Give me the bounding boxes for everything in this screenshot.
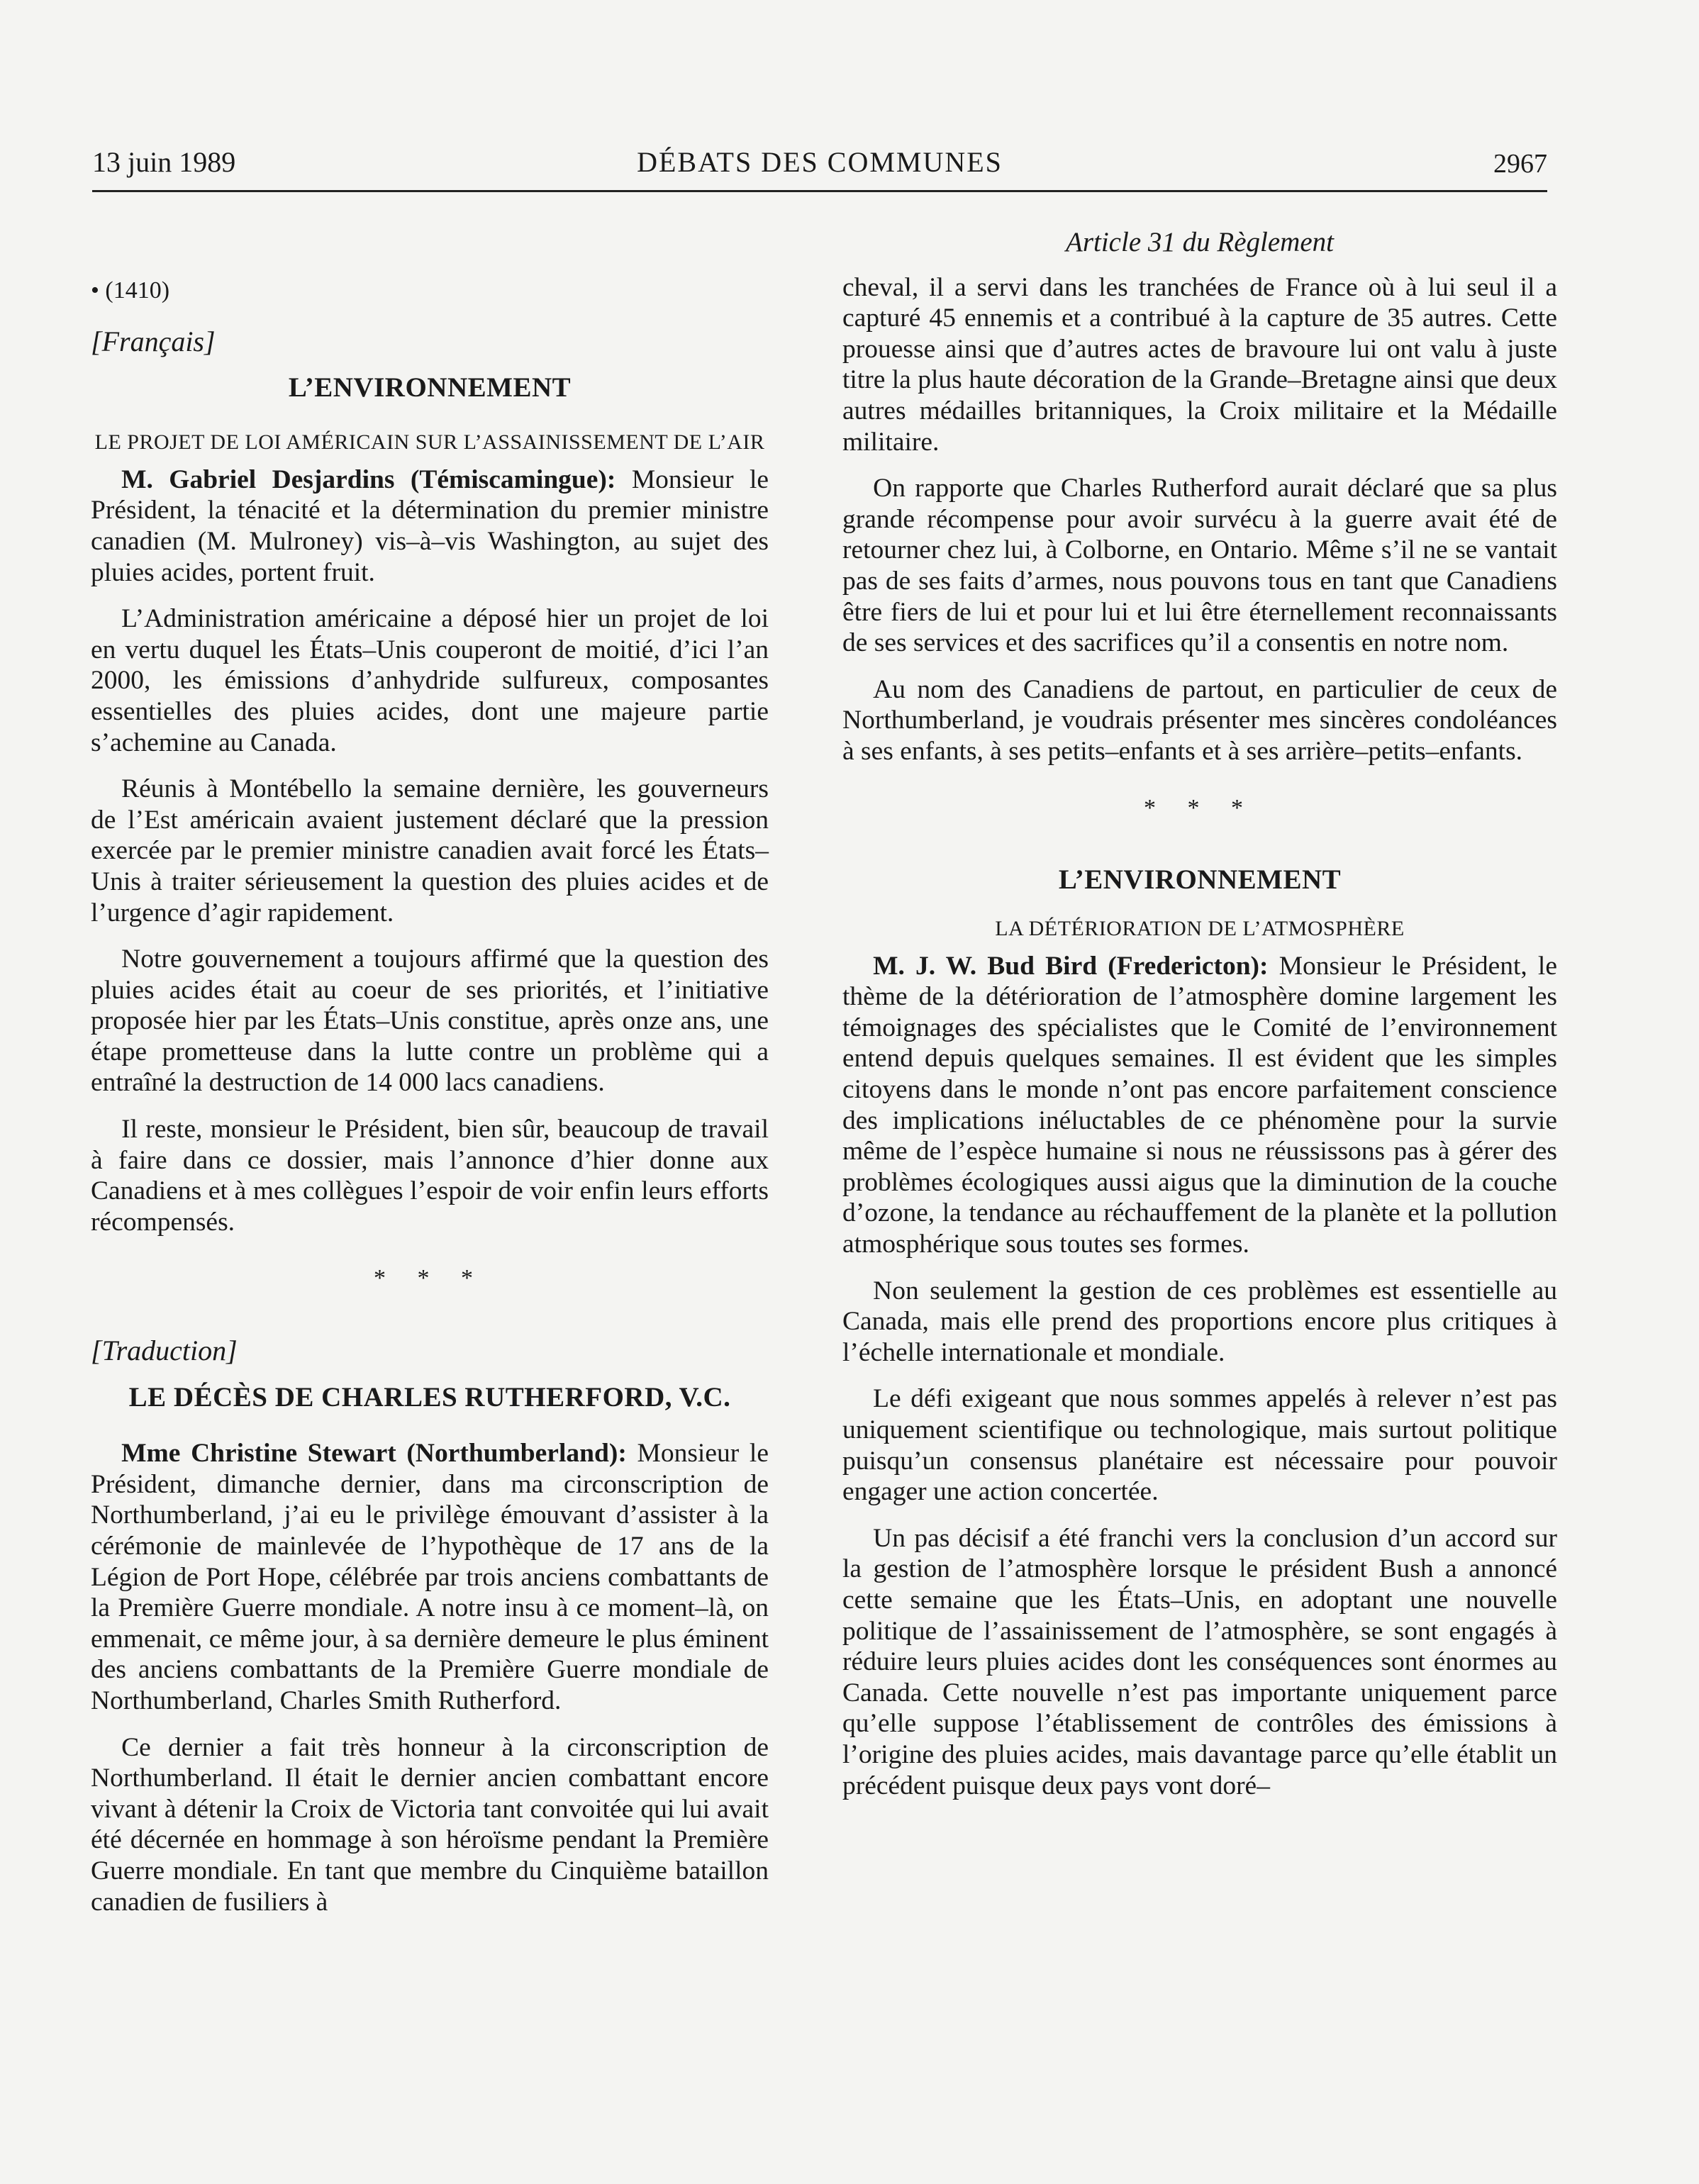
speaker-name: M. Gabriel Desjardins (Témiscamingue): bbox=[121, 464, 616, 494]
language-tag-traduction: [Traduction] bbox=[91, 1335, 238, 1367]
speaker-name: Mme Christine Stewart (Northumberland): bbox=[121, 1439, 627, 1469]
speaker-name: M. J. W. Bud Bird (Fredericton): bbox=[873, 951, 1269, 981]
paragraph: Non seulement la gestion de ces problèmes est essentielle au Canada, mais elle prend des proportions encore plus critiques à l’échelle internationale et mondiale. bbox=[842, 1276, 1557, 1367]
paragraph-text: Monsieur le Président, la ténacité et la détermination du premier ministre canadien (M. Mulroney) vis–à–vis Washington, au sujet des pluies acides, portent fruit. bbox=[91, 464, 769, 587]
header-rule bbox=[92, 190, 1547, 192]
header-title: DÉBATS DES COMMUNES bbox=[637, 146, 1003, 178]
section-title-environnement-2: L’ENVIRONNEMENT bbox=[1058, 864, 1342, 896]
paragraph: Le défi exigeant que nous sommes appelés à relever n’est pas uniquement scientifique ou technologique, mais surtout politique puisqu’un consensus planétaire est nécessaire pour pouvoir engager une action concertée. bbox=[842, 1384, 1557, 1507]
section-subhead-atmosphere: LA DÉTÉRIORATION DE L’ATMOSPHÈRE bbox=[995, 916, 1405, 940]
paragraph: Il reste, monsieur le Président, bien sûr, beaucoup de travail à faire dans ce dossier, mais l’annonce d’hier donne aux Canadiens et à mes collègues l’espoir de voir enfin leurs efforts récompensés. bbox=[91, 1115, 769, 1237]
paragraph: Ce dernier a fait très honneur à la circonscription de Northumberland. Il était le dernier ancien combattant encore vivant à détenir la Croix de Victoria tant convoitée qui lui avait été décernée en hommage à son héroïsme pendant la Première Guerre mondiale. En tant que membre du Cinquième bataillon canadien de fusiliers à bbox=[91, 1732, 769, 1917]
page-header bbox=[92, 145, 1547, 195]
section-subhead-assainissement: LE PROJET DE LOI AMÉRICAIN SUR L’ASSAINISSEMENT DE L’AIR bbox=[94, 430, 765, 454]
paragraph: Notre gouvernement a toujours affirmé que la question des pluies acides était au coeur de ses priorités, et l’initiative proposée hier par les États–Unis constitue, après onze ans, une étape prometteuse dans la lutte contre un problème qui a entraîné la destruction de 14 000 lacs canadiens. bbox=[91, 945, 769, 1098]
page-number: 2967 bbox=[1493, 149, 1547, 179]
section-separator: * * * bbox=[1144, 794, 1256, 821]
paragraph bbox=[91, 464, 769, 588]
time-mark: • (1410) bbox=[91, 277, 170, 303]
paragraph: L’Administration américaine a déposé hier un projet de loi en vertu duquel les États–Unis couperont de moitié, d’ici l’an 2000, les émissions d’anhydride sulfureux, composantes essentielles des pluies acides, dont une majeure partie s’achemine au Canada. bbox=[91, 604, 769, 757]
paragraph: On rapporte que Charles Rutherford aurait déclaré que sa plus grande récompense pour avoir survécu à la guerre avait été de retourner chez lui, à Colborne, en Ontario. Même s’il ne se vantait pas de ses faits d’armes, nous pouvons tous en tant que Canadiens être fiers de lui et pour lui et lui être éternellement reconnaissants de ses services et des sacrifices qu’il a consentis en notre nom. bbox=[842, 474, 1557, 658]
section-separator: * * * bbox=[374, 1265, 486, 1292]
header-date: 13 juin 1989 bbox=[92, 146, 236, 178]
paragraph-text: Monsieur le Président, le thème de la détérioration de l’atmosphère domine largement les témoignages des spécialistes que le Comité de l’environnement entend depuis quelques semaines. Il est évident que les simples citoyens dans le monde n’ont pas encore parfaitement conscience des implications inéluctables de ce phénomène pour la survie même de l’espèce humaine si nous ne réussissons pas à gérer des problèmes écologiques aussi aigus que la diminution de la couche d’ozone, la tendance au réchauffement de la planète et la pollution atmosphérique sous toutes ses formes. bbox=[842, 951, 1557, 1259]
paragraph: Au nom des Canadiens de partout, en particulier de ceux de Northumberland, je voudrais présenter mes sincères condoléances à ses enfants, à ses petits–enfants et à ses arrière–petits–enfants. bbox=[842, 674, 1557, 766]
section-title-rutherford: LE DÉCÈS DE CHARLES RUTHERFORD, V.C. bbox=[128, 1381, 731, 1413]
paragraph: Réunis à Montébello la semaine dernière, les gouverneurs de l’Est américain avaient justement déclaré que la pression exercée par le premier ministre canadien avait forcé les États–Unis à traiter sérieusement la question des pluies acides et de l’urgence d’agir rapidement. bbox=[91, 774, 769, 927]
paragraph bbox=[91, 1438, 769, 1716]
language-tag-french: [Français] bbox=[91, 325, 216, 357]
paragraph: cheval, il a servi dans les tranchées de France où à lui seul il a capturé 45 ennemis et a contribué à la capture de 35 autres. Cette prouesse ainsi que d’autres actes de bravoure lui ont valu à juste titre la plus haute décoration de la Grande–Bretagne ainsi que deux autres médailles britanniques, la Croix militaire et la Médaille militaire. bbox=[842, 272, 1557, 457]
article-reference: Article 31 du Règlement bbox=[1066, 227, 1334, 257]
paragraph: Un pas décisif a été franchi vers la conclusion d’un accord sur la gestion de l’atmosphère lorsque le président Bush a annoncé cette semaine que les États–Unis, en adoptant une nouvelle politique de l’assainissement de l’atmosphère, se sont engagés à réduire leurs pluies acides dont les conséquences sont énormes au Canada. Cette nouvelle n’est pas importante uniquement parce qu’elle suppose l’établissement de contrôles des émissions à l’origine des pluies acides, mais davantage parce qu’elle établit un précédent puisque deux pays vont doré– bbox=[842, 1523, 1557, 1800]
section-title-environnement: L’ENVIRONNEMENT bbox=[288, 372, 572, 403]
paragraph-text: Monsieur le Président, dimanche dernier, dans ma circonscription de Northumberland, j’ai eu le privilège émouvant d’assister à la cérémonie de mainlevée de l’hypothèque de 17 ans de la Légion de Port Hope, célébrée par trois anciens combattants de la Première Guerre mondiale. A notre insu à ce moment–là, on emmenait, ce même jour, à sa dernière demeure le plus éminent des anciens combattants de la Première Guerre mondiale de Northumberland, Charles Smith Rutherford. bbox=[91, 1439, 769, 1715]
left-column bbox=[91, 227, 769, 1917]
paragraph bbox=[842, 951, 1557, 1260]
right-column bbox=[842, 227, 1557, 1801]
